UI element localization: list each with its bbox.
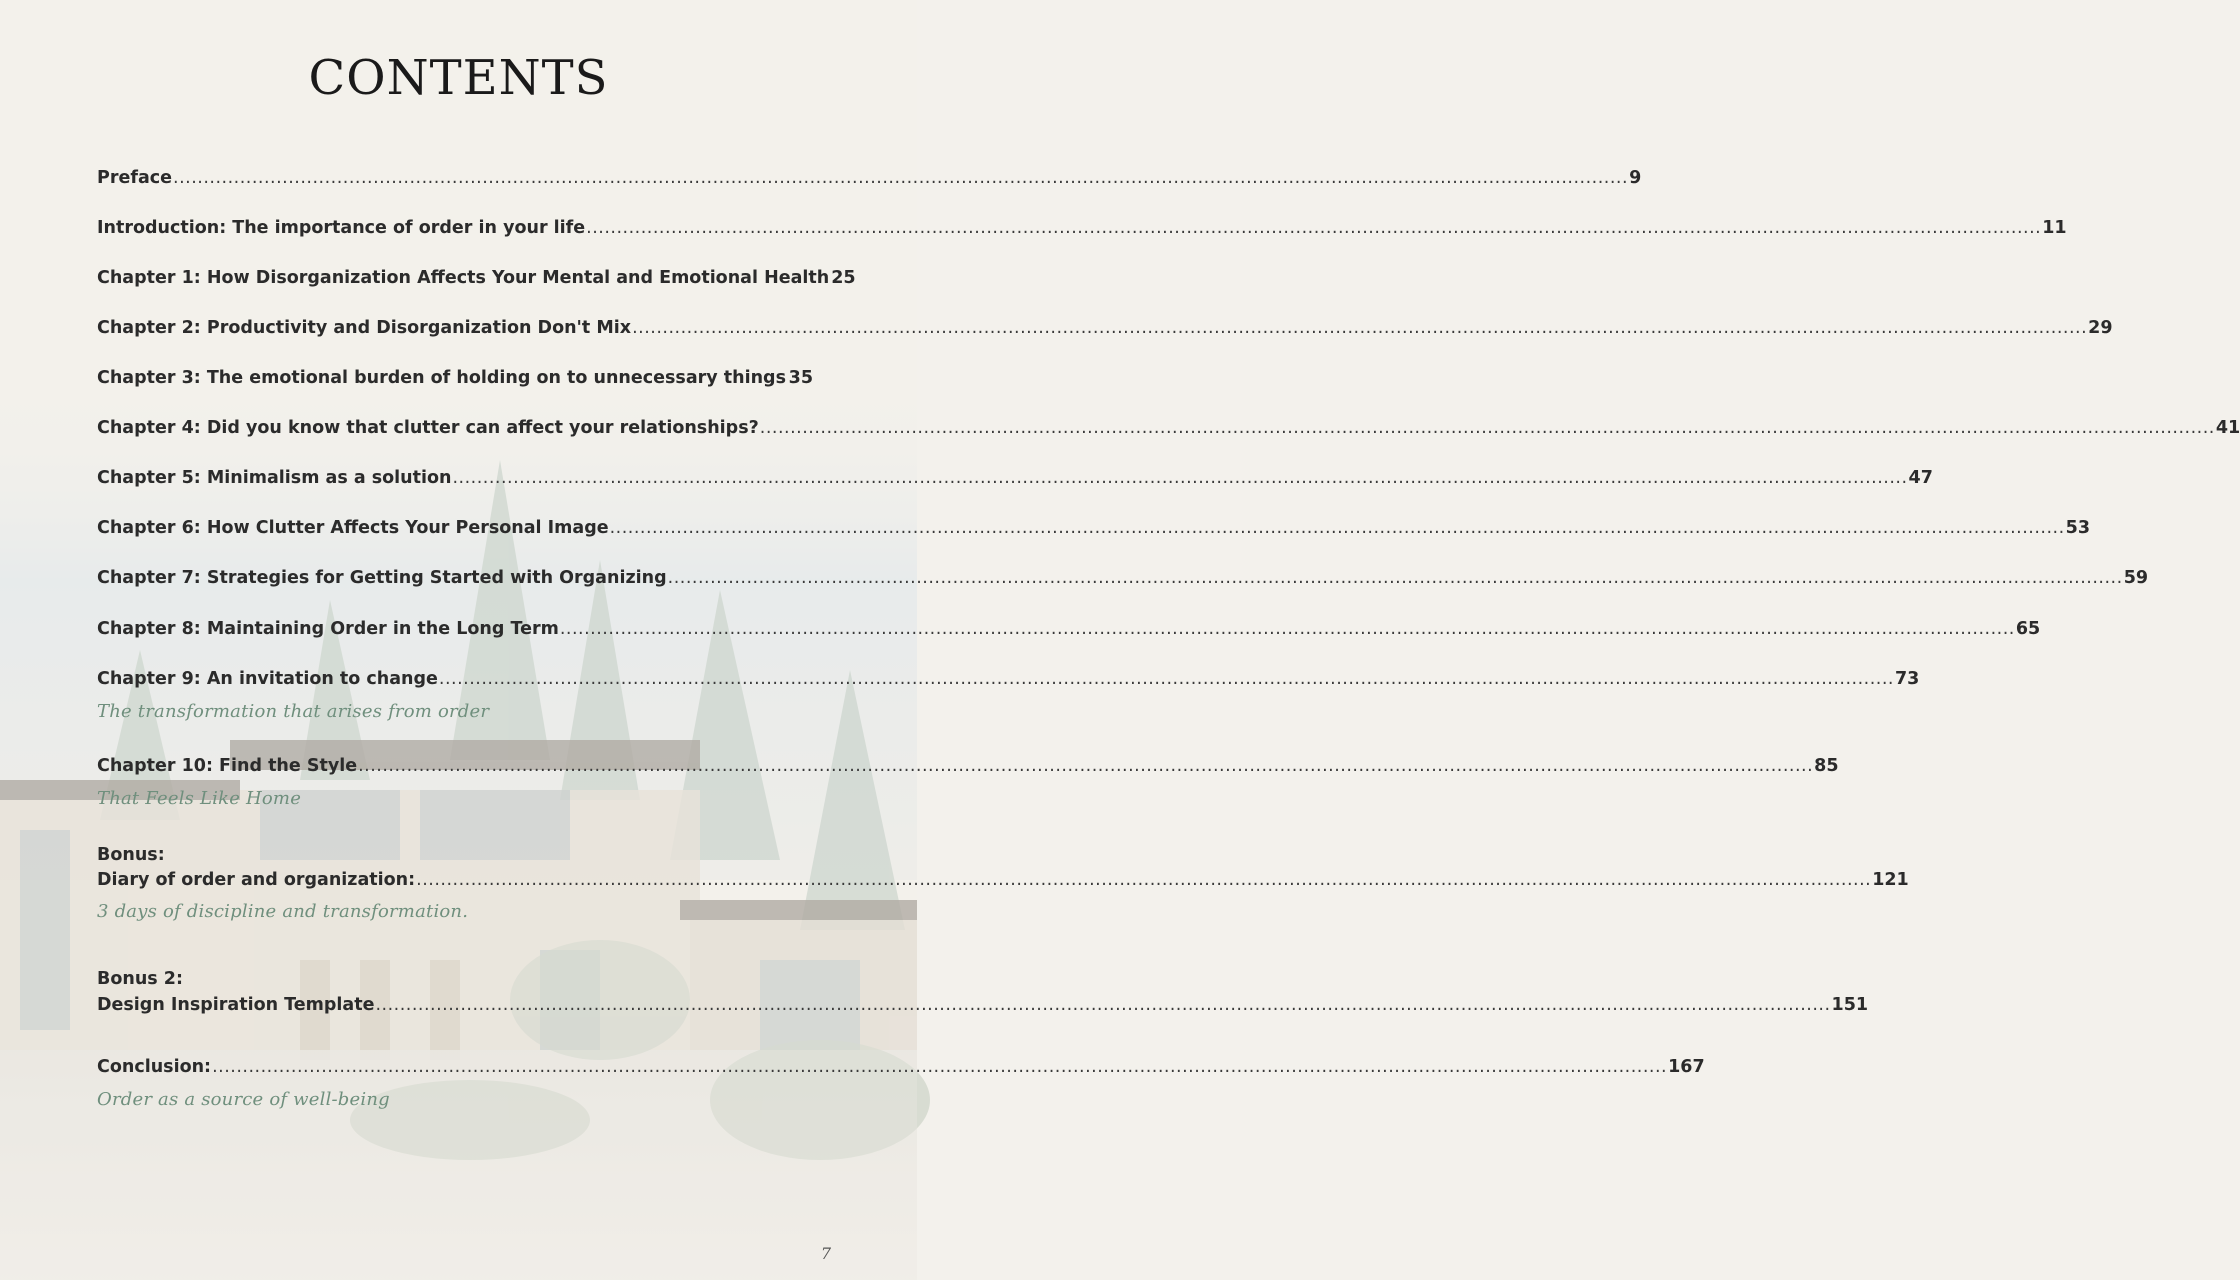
toc-entry-title: Chapter 4: Did you know that clutter can affect your relationships? — [97, 418, 759, 438]
toc-entry-page: 65 — [2015, 619, 2041, 639]
toc-entry[interactable] — [97, 669, 1920, 695]
toc-entry-page: 41 — [2215, 418, 2240, 438]
bonus-2-label: Bonus 2: — [97, 969, 183, 989]
toc-entry-subtitle: Order as a source of well-being — [97, 1089, 390, 1110]
toc-leader-dots: ................................................................................................................................................................................................................................................ — [358, 756, 1814, 776]
toc-entry-bonus[interactable] — [97, 870, 1909, 896]
bonus-label: Bonus: — [97, 845, 165, 865]
toc-leader-dots: ................................................................................................................................................................................................................................................ — [632, 318, 2088, 338]
toc-entry-subtitle: That Feels Like Home — [97, 788, 302, 809]
toc-leader-dots: ................................................................................................................................................................................................................................................ — [759, 418, 2215, 438]
toc-entry-title: Design Inspiration Template — [97, 995, 375, 1015]
toc-entry-title: Chapter 3: The emotional burden of holding on to unnecessary things — [97, 368, 787, 388]
toc-entry-subtitle: 3 days of discipline and transformation. — [97, 901, 469, 922]
toc-entry-title: Chapter 8: Maintaining Order in the Long Term — [97, 619, 559, 639]
toc-leader-dots: ................................................................................................................................................................................................................................................ — [586, 218, 2042, 238]
toc-entry-page: 121 — [1872, 870, 1909, 890]
toc-leader-dots: ................................................................................................................................................................................................................................................ — [212, 1057, 1668, 1077]
toc-leader-dots: ................................................................................................................................................................................................................................................ — [173, 168, 1629, 188]
toc-entry-title: Chapter 6: How Clutter Affects Your Personal Image — [97, 518, 609, 538]
page-number: 7 — [820, 1244, 831, 1263]
toc-leader-dots: ................................................................................................................................................................................................................................................ — [416, 870, 1872, 890]
toc-leader-dots: ................................................................................................................................................................................................................................................ — [609, 518, 2065, 538]
toc-leader-dots: ................................................................................................................................................................................................................................................ — [438, 669, 1894, 689]
toc-entry-page: 25 — [831, 268, 856, 288]
toc-entry[interactable] — [97, 568, 2149, 594]
toc-leader-dots: ................................................................................................................................................................................................................................................ — [452, 468, 1908, 488]
toc-entry[interactable] — [97, 168, 1642, 194]
toc-entry-page: 59 — [2123, 568, 2149, 588]
toc-entry-title: Chapter 7: Strategies for Getting Started with Organizing — [97, 568, 667, 588]
toc-entry-title: Chapter 2: Productivity and Disorganization Don't Mix — [97, 318, 632, 338]
toc-entry[interactable] — [97, 418, 2240, 444]
toc-leader-dots: ................................................................................................................................................................................................................................................ — [559, 619, 2015, 639]
toc-entry-title: Diary of order and organization: — [97, 870, 416, 890]
toc-leader-dots — [787, 368, 788, 388]
toc-entry-title: Conclusion: — [97, 1057, 212, 1077]
toc-entry-title: Chapter 9: An invitation to change — [97, 669, 438, 689]
toc-entry-page: 167 — [1668, 1057, 1705, 1077]
toc-entry-title: Chapter 10: Find the Style — [97, 756, 358, 776]
toc-entry-subtitle: The transformation that arises from order — [97, 701, 490, 722]
toc-entry-title: Preface — [97, 168, 172, 188]
toc-entry-page: 85 — [1814, 756, 1839, 776]
toc-entry-page: 29 — [2088, 318, 2113, 338]
toc-entry-title: Chapter 5: Minimalism as a solution — [97, 468, 452, 488]
toc-entry-title: Chapter 1: How Disorganization Affects Your Mental and Emotional Health — [97, 268, 830, 288]
toc-leader-dots: ................................................................................................................................................................................................................................................ — [667, 568, 2123, 588]
toc-entry-title: Introduction: The importance of order in your life — [97, 218, 586, 238]
toc-entry[interactable] — [97, 518, 2091, 544]
toc-entry[interactable] — [97, 268, 856, 294]
toc-entry-bonus-2[interactable] — [97, 995, 1869, 1021]
toc-entry-page: 11 — [2042, 218, 2067, 238]
toc-entry-page: 151 — [1831, 995, 1869, 1015]
toc-entry-conclusion[interactable] — [97, 1057, 1705, 1083]
toc-entry[interactable] — [97, 318, 2113, 344]
toc-entry-page: 35 — [788, 368, 813, 388]
toc-entry-page: 47 — [1908, 468, 1933, 488]
toc-entry-page: 53 — [2065, 518, 2091, 538]
toc-entry-page: 9 — [1629, 168, 1642, 188]
toc-leader-dots: ................................................................................................................................................................................................................................................ — [375, 995, 1831, 1015]
toc-entry[interactable] — [97, 368, 813, 394]
toc-entry[interactable] — [97, 756, 1839, 782]
toc-entry[interactable] — [97, 218, 2067, 244]
toc-entry[interactable] — [97, 468, 1933, 494]
toc-entry-page: 73 — [1894, 669, 1920, 689]
toc-entry[interactable] — [97, 619, 2041, 645]
page-title: CONTENTS — [308, 50, 609, 106]
